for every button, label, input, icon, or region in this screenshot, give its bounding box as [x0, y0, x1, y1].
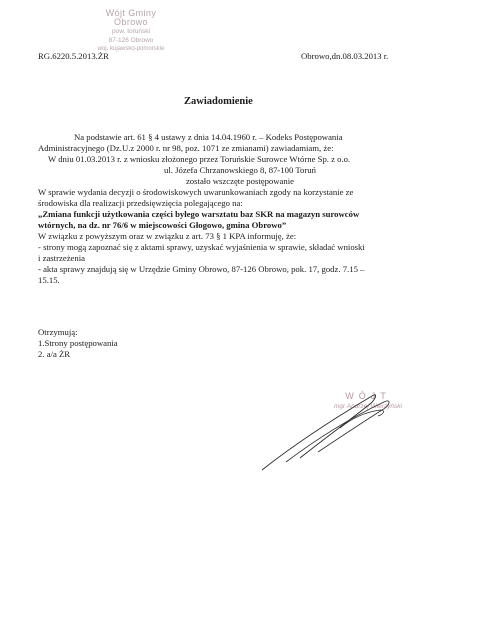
signature-stamp-title: WÓJT: [345, 391, 391, 401]
body-line-9: wtórnych, na dz. nr 76/6 w miejscowości Głogowo, gmina Obrowo”: [38, 220, 287, 230]
recipient-item: 1.Strony postępowania: [38, 338, 118, 348]
document-title: Zawiadomienie: [184, 96, 253, 107]
body-line-10: W związku z powyższym oraz w związku z art. 73 § 1 KPA informuję, że:: [38, 231, 297, 241]
body-line-5: zostało wszczęte postępowanie: [185, 176, 295, 186]
body-line-2: Administracyjnego (Dz.U.z 2000 r. nr 98, poz. 1071 ze zmianami) zawiadamiam, że:: [38, 143, 334, 153]
signature-stroke: [340, 410, 384, 428]
recipients-heading: Otrzymują:: [38, 327, 78, 337]
body-line-4: ul. Józefa Chrzanowskiego 8, 87-100 Toruń: [164, 165, 316, 175]
reference-number: RG.6220.5.2013.ŻR: [38, 51, 109, 61]
stamp-line-2: pow. toruński: [112, 28, 150, 35]
place-and-date: Obrowo,dn.08.03.2013 r.: [301, 51, 389, 61]
body-line-14: 15.15.: [38, 275, 60, 285]
body-line-12: i zastrzeżenia: [38, 253, 86, 263]
recipient-item: 2. a/a ŻR: [38, 349, 71, 359]
stamp-line-4: woj. kujawsko-pomorskie: [97, 46, 165, 52]
office-stamp: [92, 9, 170, 54]
signature-stamp: [318, 390, 418, 411]
body-line-6: W sprawie wydania decyzji o środowiskowych uwarunkowaniach zgody na korzystanie ze: [38, 187, 354, 197]
body-line-13: - akta sprawy znajdują się w Urzędzie Gminy Obrowo, 87-126 Obrowo, pok. 17, godz. 7.15 –: [38, 264, 365, 274]
body-line-11: - strony mogą zapoznać się z aktami sprawy, uzyskać wyjaśnienia w sprawie, składać wnioski: [38, 242, 365, 252]
body-line-3: W dniu 01.03.2013 r. z wniosku złożonego przez Toruńskie Surowce Wtórne Sp. z o.o.: [48, 154, 351, 164]
body-line-8: „Zmiana funkcji użytkowania części byłego warsztatu baz SKR na magazyn surowców: [38, 209, 360, 219]
body-line-1: Na podstawie art. 61 § 4 ustawy z dnia 14.04.1960 r. – Kodeks Postępowania: [74, 132, 343, 142]
body-line-7: środowiska dla realizacji przedsięwzięcia polegającego na:: [38, 198, 243, 208]
stamp-line-3: 87-126 Obrowo: [108, 37, 154, 44]
stamp-line-1: Wójt Gminy Obrowo: [105, 8, 157, 27]
signature-stamp-name: mgr Andrzej Wierzyński: [334, 403, 402, 410]
